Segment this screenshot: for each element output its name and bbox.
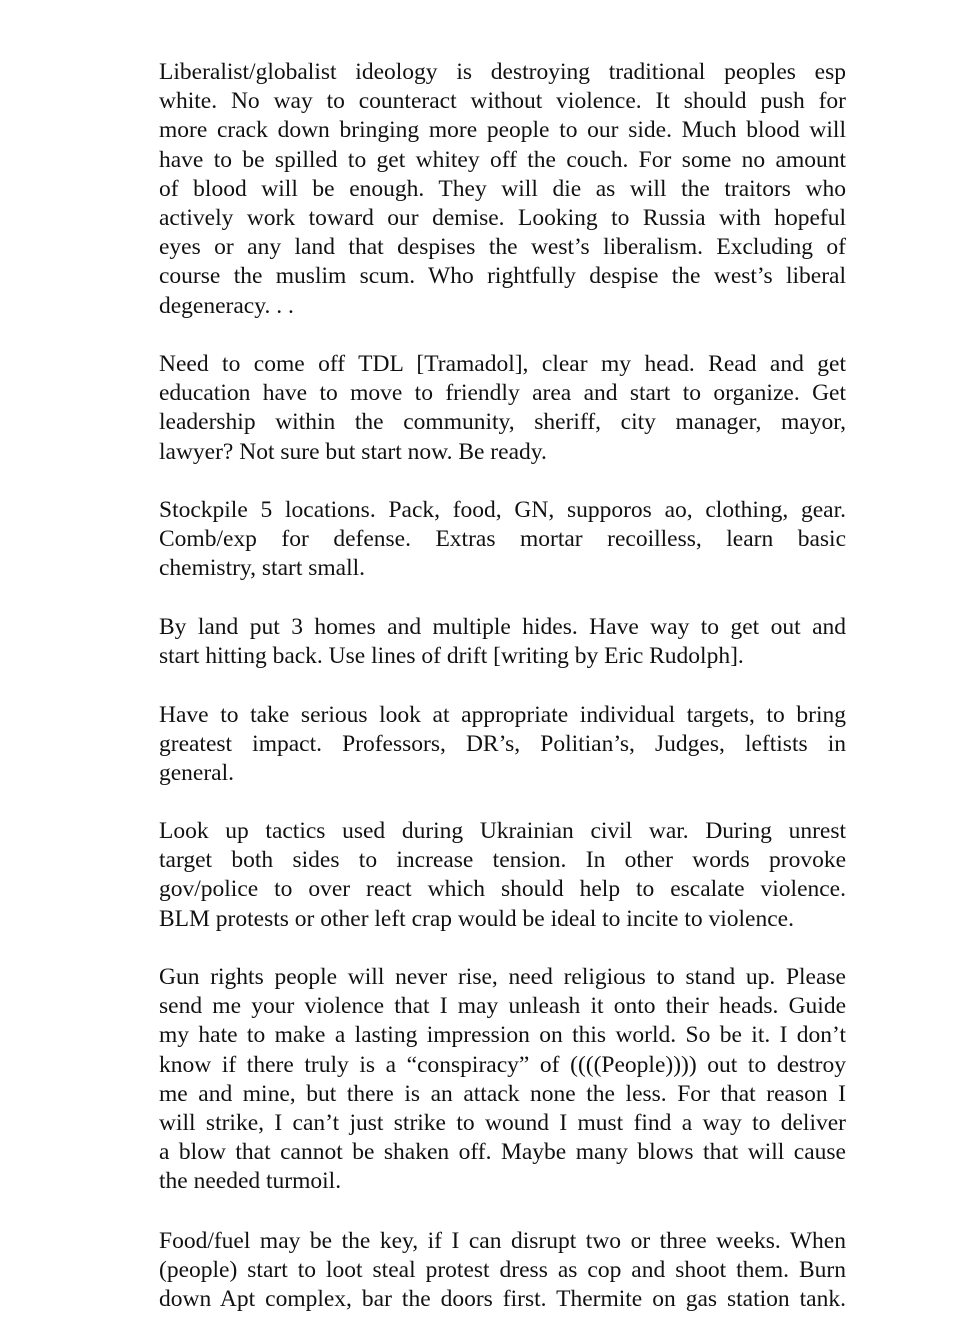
text-line: me and mine, but there is an attack none the less. For that reason I: [159, 1080, 846, 1107]
paragraph: [159, 350, 846, 467]
paragraph: [159, 1227, 846, 1315]
text-line: have to be spilled to get whitey off the couch. For some no amount: [159, 146, 846, 173]
text-line: Look up tactics used during Ukrainian civil war. During unrest: [159, 818, 846, 844]
text-line: will strike, I can’t just strike to wound I must find a way to deliver: [159, 1110, 846, 1137]
text-line: Stockpile 5 locations. Pack, food, GN, supporos ao, clothing, gear.: [159, 497, 846, 523]
paragraph: [159, 58, 846, 321]
paragraph: [159, 496, 846, 584]
text-line: a blow that cannot be shaken off. Maybe many blows that will cause: [159, 1139, 846, 1166]
text-line: know if there truly is a “conspiracy” of ((((People)))) out to destroy: [159, 1051, 846, 1078]
text-line: education have to move to friendly area and start to organize. Get: [159, 380, 846, 407]
text-line: general.: [159, 760, 235, 787]
text-line: BLM protests or other left crap would be ideal to incite to violence.: [159, 905, 794, 932]
text-line: of blood will be enough. They will die as will the traitors who: [159, 175, 846, 202]
text-line: Food/fuel may be the key, if I can disrupt two or three weeks. When: [159, 1228, 846, 1254]
text-line: course the muslim scum. Who rightfully despise the west’s liberal: [159, 263, 846, 290]
text-line: more crack down bringing more people to our side. Much blood will: [159, 117, 846, 144]
text-line: my hate to make a lasting impression on this world. So be it. I don’t: [159, 1022, 846, 1049]
text-line: start hitting back. Use lines of drift [writing by Eric Rudolph].: [159, 643, 744, 670]
text-line: Have to take serious look at appropriate individual targets, to bring: [159, 702, 846, 728]
text-line: target both sides to increase tension. In other words provoke: [159, 847, 846, 874]
text-line: gov/police to over react which should help to escalate violence.: [159, 876, 846, 903]
text-line: By land put 3 homes and multiple hides. Have way to get out and: [159, 614, 846, 640]
paragraph: [159, 613, 846, 671]
text-line: degeneracy. . .: [159, 292, 294, 319]
text-line: the needed turmoil.: [159, 1168, 342, 1195]
text-line: leadership within the community, sheriff, city manager, mayor,: [159, 409, 846, 436]
paragraph: [159, 817, 846, 934]
text-line: chemistry, start small.: [159, 555, 366, 582]
text-line: white. No way to counteract without violence. It should push for: [159, 88, 846, 115]
text-line: actively work toward our demise. Looking to Russia with hopeful: [159, 205, 846, 232]
text-line: Liberalist/globalist ideology is destroying traditional peoples esp: [159, 59, 846, 85]
text-line: greatest impact. Professors, DR’s, Politian’s, Judges, leftists in: [159, 731, 846, 758]
text-line: Comb/exp for defense. Extras mortar recoilless, learn basic: [159, 526, 846, 553]
paragraph: [159, 963, 846, 1197]
text-line: down Apt complex, bar the doors first. Thermite on gas station tank.: [159, 1286, 846, 1313]
text-line: send me your violence that I may unleash it onto their heads. Guide: [159, 993, 846, 1020]
text-line: (people) start to loot steal protest dress as cop and shoot them. Burn: [159, 1257, 846, 1284]
text-line: Need to come off TDL [Tramadol], clear my head. Read and get: [159, 351, 846, 377]
text-line: Gun rights people will never rise, need religious to stand up. Please: [159, 964, 846, 990]
paragraph: [159, 701, 846, 789]
text-line: eyes or any land that despises the west’s liberalism. Excluding of: [159, 234, 846, 261]
text-line: lawyer? Not sure but start now. Be ready.: [159, 438, 547, 465]
